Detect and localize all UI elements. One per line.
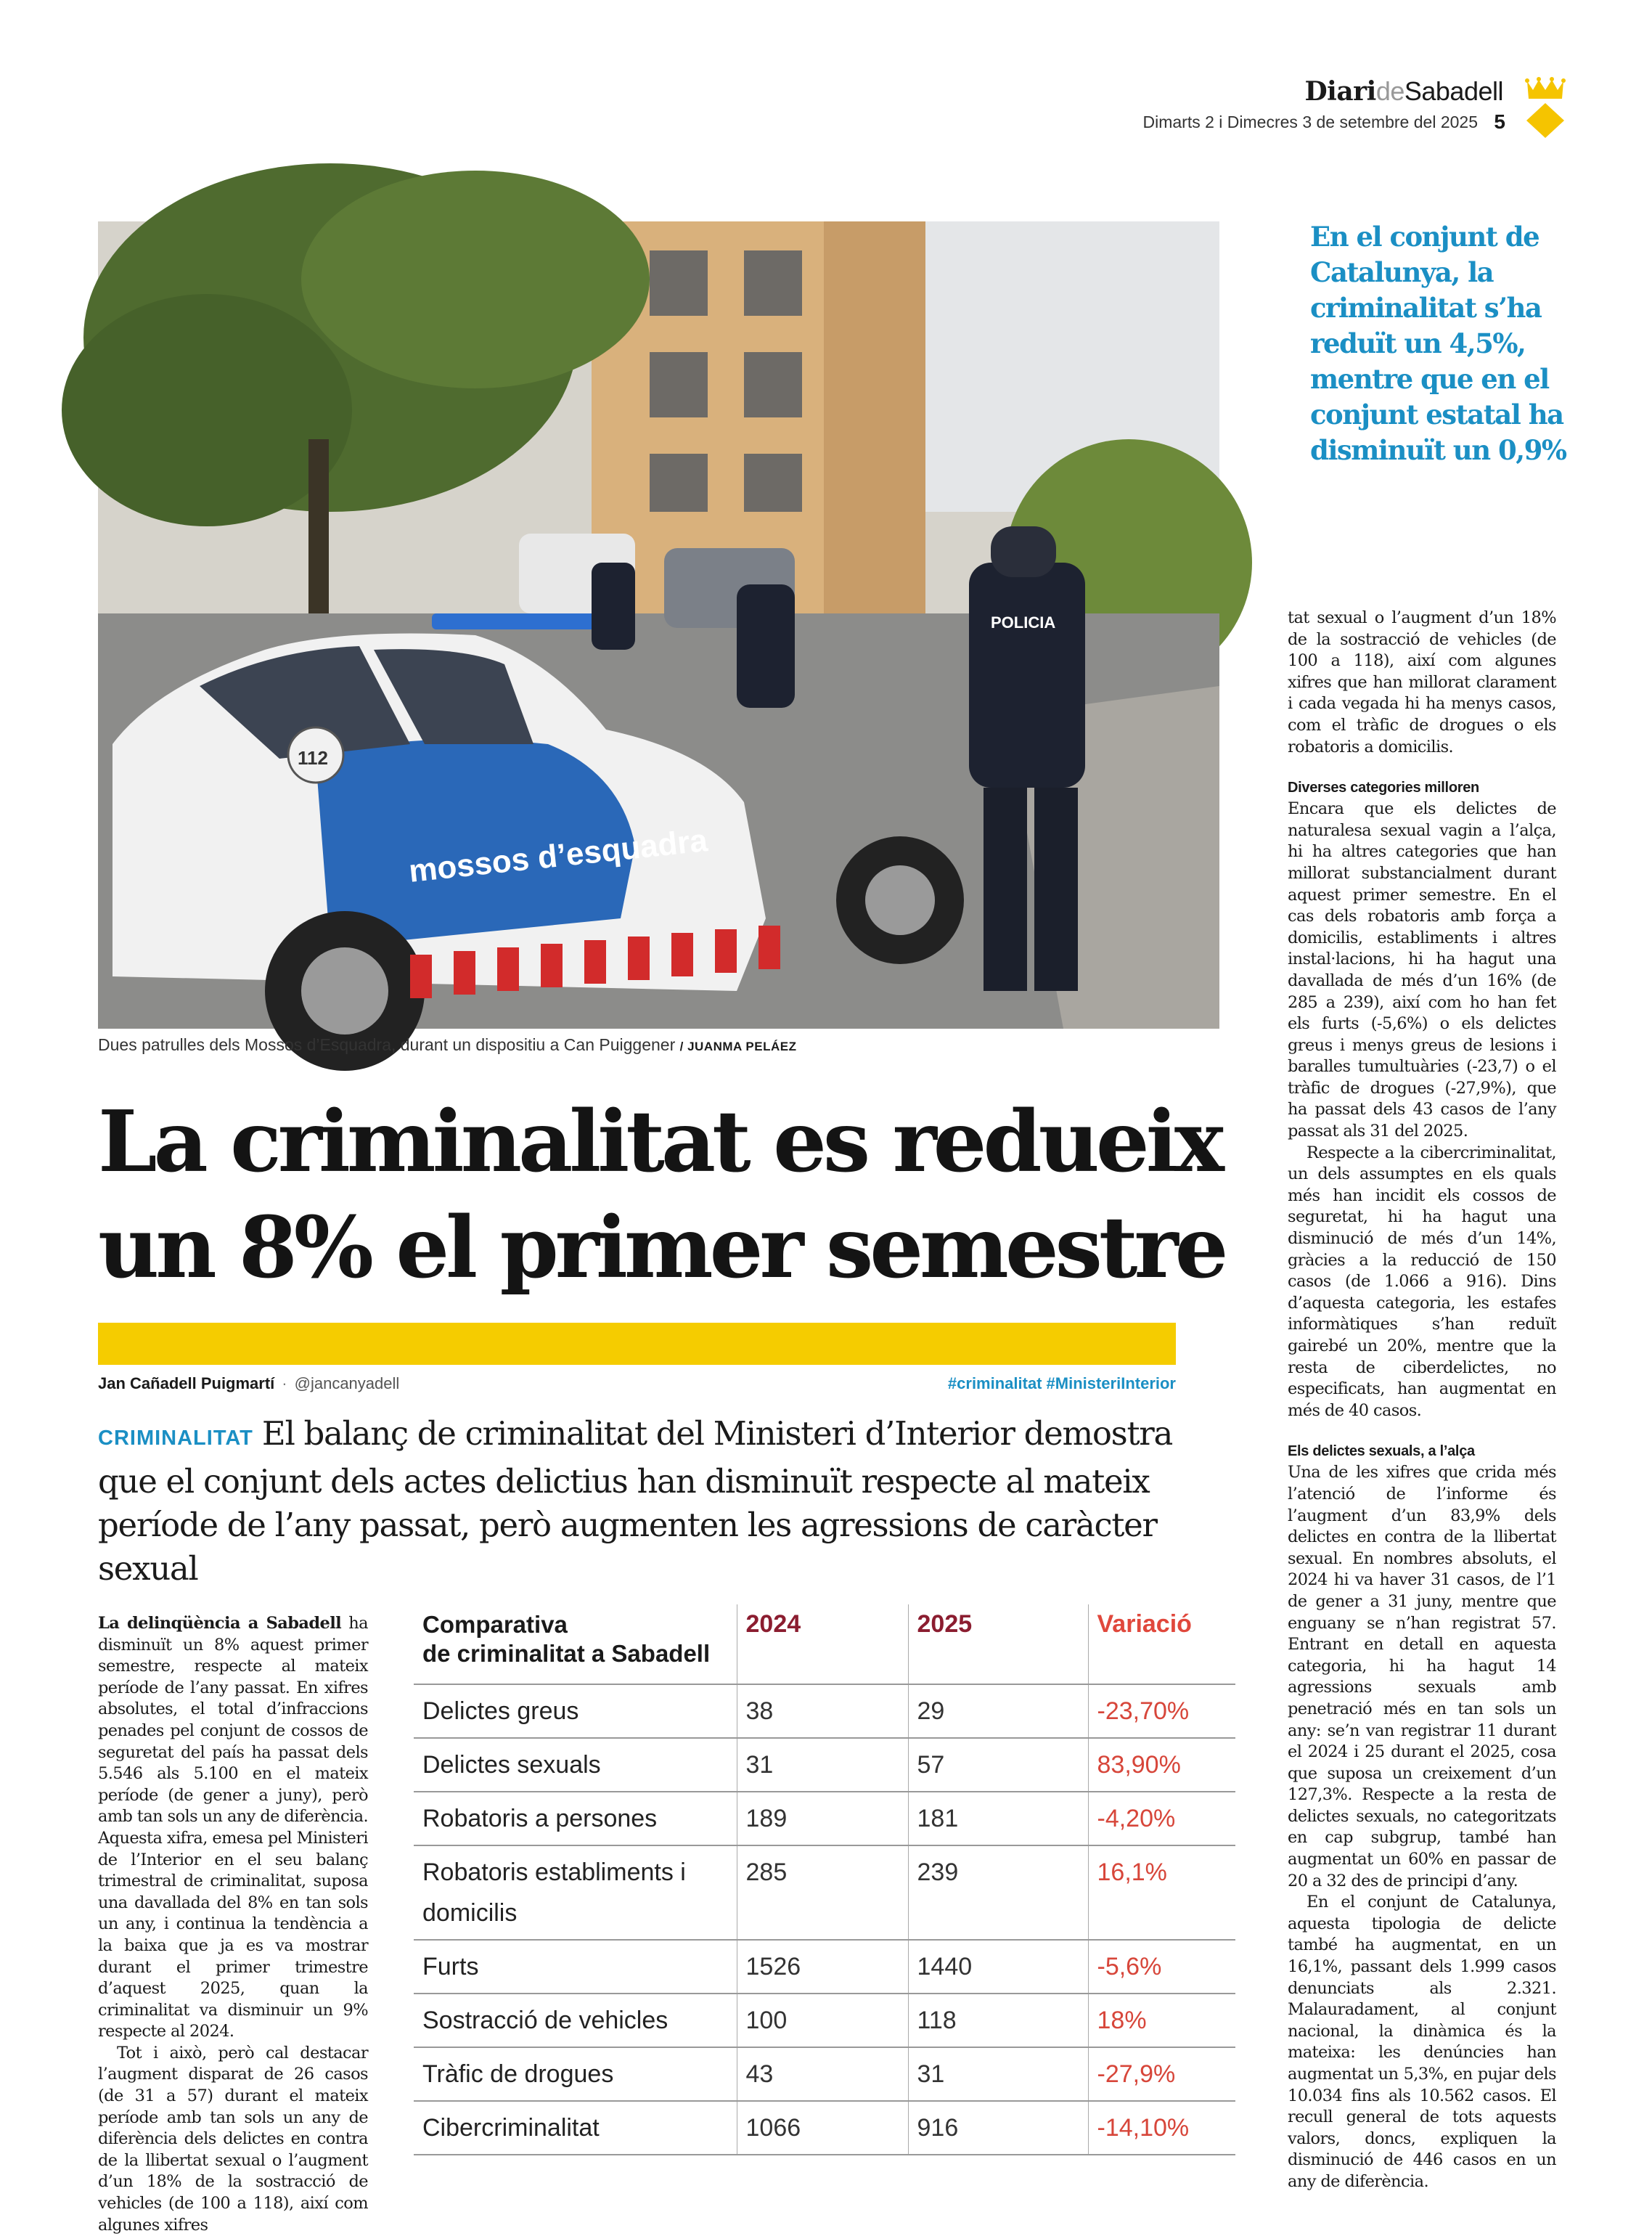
section-label: CRIMINALITAT — [98, 1427, 253, 1450]
value-2025: 57 — [908, 1738, 1088, 1792]
masthead — [1304, 76, 1503, 107]
section-heading: Diverses categories milloren — [1288, 780, 1479, 796]
crown-shield-logo-icon — [1524, 77, 1566, 139]
news-photo — [98, 221, 1219, 1029]
body-column-left — [98, 1613, 368, 2235]
value-2024: 38 — [737, 1684, 908, 1738]
table-row — [414, 2101, 1235, 2155]
pull-quote: En el conjunt de Catalunya, la criminalitat s’ha reduït un 4,5%, mentre que en el conjunt estatal ha disminuït un 0,9% — [1310, 221, 1566, 466]
value-2025: 916 — [908, 2101, 1088, 2155]
headline — [98, 1089, 1230, 1301]
row-label: Robatoris a persones — [414, 1792, 737, 1845]
comparison-table — [414, 1604, 1235, 2155]
table-row — [414, 1940, 1235, 1994]
subhead — [98, 1412, 1201, 1591]
row-label: Tràfic de drogues — [414, 2047, 737, 2101]
table-title — [414, 1604, 737, 1684]
table-row — [414, 1994, 1235, 2047]
row-label: Delictes sexuals — [414, 1738, 737, 1792]
column-header-2025: 2025 — [908, 1604, 1088, 1684]
value-variation: -27,9% — [1088, 2047, 1235, 2101]
value-variation: 18% — [1088, 1994, 1235, 2047]
value-2024: 1526 — [737, 1940, 908, 1994]
body-paragraph: Respecte a la cibercriminalitat, un dels assumptes en els quals més han incidit els cossos de seguretat, hi ha hagut una disminució de més d’un 14%, gràcies a la reducció de 150 casos (de 1.066 a 916). Dins d’aquesta categoria, les estafes informàtiques s’han reduït gairebé un 20%, mentre que la resta de ciberdelictes, no especificats, han augmentat en més de 40 casos. — [1288, 1143, 1556, 1420]
caption-text: Dues patrulles dels Mossos d’Esquadra, durant un dispositiu a Can Puiggener — [98, 1035, 676, 1054]
data-table — [414, 1604, 1235, 2155]
table-row — [414, 1845, 1235, 1940]
masthead-part2: de — [1375, 76, 1404, 106]
value-variation: 83,90% — [1088, 1738, 1235, 1792]
table-row — [414, 1738, 1235, 1792]
photo-caption — [98, 1035, 796, 1055]
masthead-part1: Diari — [1304, 76, 1376, 107]
table-row — [414, 2047, 1235, 2101]
value-2025: 181 — [908, 1792, 1088, 1845]
headline-line-1: La criminalitat es redueix — [98, 1093, 1221, 1191]
table-row — [414, 1792, 1235, 1845]
row-label: Sostracció de vehicles — [414, 1994, 737, 2047]
author-handle[interactable]: @jancanyadell — [294, 1374, 400, 1392]
value-variation: 16,1% — [1088, 1845, 1235, 1940]
body-paragraph: Una de les xifres que crida més l’atenció de l’informe és l’augment d’un 83,9% dels delictes en contra de la llibertat sexual. En nombres absoluts, el 2024 hi va haver 31 casos, de l’1 de gener a 31 juny, mentre que enguany se n’han registrat 57. Entrant en detall en aquesta categoria, hi ha hagut 14 agressions sexuals amb penetració més en tan sols un any: se’n van registrar 11 durant el 2024 i 25 durant el 2025, cosa que suposa un creixement d’un 127,3%. Respecte a la resta de delictes sexuals, no categoritzats en cap subgrup, també han augmentat un 60% en passar de 20 a 32 des de principi d’any. — [1288, 1463, 1556, 1890]
page-number: 5 — [1494, 110, 1505, 133]
value-variation: -23,70% — [1088, 1684, 1235, 1738]
table-body — [414, 1684, 1235, 2155]
row-label: Cibercriminalitat — [414, 2101, 737, 2155]
table-header-row — [414, 1604, 1235, 1684]
value-2025: 1440 — [908, 1940, 1088, 1994]
byline-separator: · — [282, 1374, 287, 1392]
column-header-2024: 2024 — [737, 1604, 908, 1684]
body-paragraph: Encara que els delictes de naturalesa sexual vagin a l’alça, hi ha altres categories que han millorat substancialment durant aquest primer semestre. En el cas dels robatoris amb força a domicilis, establiments i altres instal·lacions, hi ha hagut una davallada de més d’un 16% (de 285 a 239), així com ho han fet els furts (-5,6%) o els delictes greus i menys greus de lesions i baralles tumultuàries (-23,7) o el tràfic de drogues (-27,9%), que ha passat dels 43 casos de l’any passat als 31 del 2025. — [1288, 799, 1556, 1141]
row-label: Delictes greus — [414, 1684, 737, 1738]
vest-lettering: POLICIA — [991, 613, 1056, 632]
value-2025: 29 — [908, 1684, 1088, 1738]
body-paragraph — [98, 1613, 368, 2043]
subhead-text: El balanç de criminalitat del Ministeri d’Interior demostra que el conjunt dels actes delictius han disminuït respecte al mateix període de l’any passat, però augmenten les agressions de caràcter sexual — [98, 1414, 1172, 1588]
column-header-variation: Variació — [1088, 1604, 1235, 1684]
value-2024: 43 — [737, 2047, 908, 2101]
table-title-line-2: de criminalitat a Sabadell — [422, 1640, 711, 1667]
hashtags — [929, 1374, 1176, 1393]
headline-accent-bar — [98, 1323, 1176, 1365]
car-number: 112 — [298, 747, 328, 769]
row-label: Robatoris establiments i domicilis — [414, 1845, 737, 1940]
row-label: Furts — [414, 1940, 737, 1994]
value-2024: 100 — [737, 1994, 908, 2047]
value-2025: 239 — [908, 1845, 1088, 1940]
body-paragraph: Tot i això, però cal destacar l’augment disparat de 26 casos (de 31 a 57) durant el mateix període amb tan sols un any de diferència dels delictes en contra de la llibertat sexual o l’augment d’un 18% de la sostracció de vehicles (de 100 a 118), així com algunes xifres — [98, 2043, 368, 2235]
author-name: Jan Cañadell Puigmartí — [98, 1374, 275, 1392]
value-2025: 31 — [908, 2047, 1088, 2101]
value-2025: 118 — [908, 1994, 1088, 2047]
byline — [98, 1374, 399, 1393]
hashtag[interactable]: #criminalitat — [947, 1374, 1042, 1392]
value-2024: 189 — [737, 1792, 908, 1845]
body-column-right — [1288, 608, 1556, 2191]
hashtag[interactable]: #MinisteriInterior — [1046, 1374, 1176, 1392]
headline-line-2: un 8% el primer semestre — [98, 1199, 1225, 1297]
value-variation: -4,20% — [1088, 1792, 1235, 1845]
publication-date: Dimarts 2 i Dimecres 3 de setembre del 2025 — [1142, 113, 1478, 131]
masthead-part3: Sabadell — [1404, 76, 1503, 106]
lead-in: La delinqüència a Sabadell — [98, 1614, 342, 1633]
value-variation: -5,6% — [1088, 1940, 1235, 1994]
body-text: ha disminuït un 8% aquest primer semestre, respecte al mateix període de l’any passat. En xifres absolutes, el total d’infraccions penades pel conjunt de cossos de seguretat del país ha passat dels 5.546 als 5.100 en el mateix període (de gener a juny), però amb tan sols un any de diferència. Aquesta xifra, emesa pel Ministeri de l’Interior en el seu balanç trimestral de criminalitat, suposa una davallada del 8% en tan sols un any, i continua la tendència a la baixa que ja es va mostrar durant el primer trimestre d’aquest 2025, quan la criminalitat va disminuir un 9% respecte al 2024. — [98, 1614, 368, 2041]
section-heading: Els delictes sexuals, a l’alça — [1288, 1443, 1475, 1460]
table-title-line-1: Comparativa — [422, 1611, 568, 1638]
value-2024: 31 — [737, 1738, 908, 1792]
car-lettering: mossos d’esquadra — [406, 823, 710, 889]
photo-credit: / JUANMA PELÁEZ — [679, 1040, 797, 1053]
value-2024: 1066 — [737, 2101, 908, 2155]
body-paragraph: tat sexual o l’augment d’un 18% de la sostracció de vehicles (de 100 a 118), així com algunes xifres que han millorat clarament i cada vegada hi ha menys casos, com el tràfic de drogues o els robatoris a domicilis. — [1288, 608, 1556, 756]
body-paragraph: En el conjunt de Catalunya, aquesta tipologia de delicte també ha augmentat, en un 16,1%, passant dels 1.999 casos denunciats als 2.321. Malauradament, al conjunt nacional, la dinàmica és la mateixa: les denúncies han augmentat un 5,3%, en pujar dels 10.034 fins als 10.562 casos. El recull general de tots aquests valors, doncs, expliquen la disminució de 446 casos en un any de diferència. — [1288, 1893, 1556, 2191]
value-variation: -14,10% — [1088, 2101, 1235, 2155]
table-row — [414, 1684, 1235, 1738]
value-2024: 285 — [737, 1845, 908, 1940]
